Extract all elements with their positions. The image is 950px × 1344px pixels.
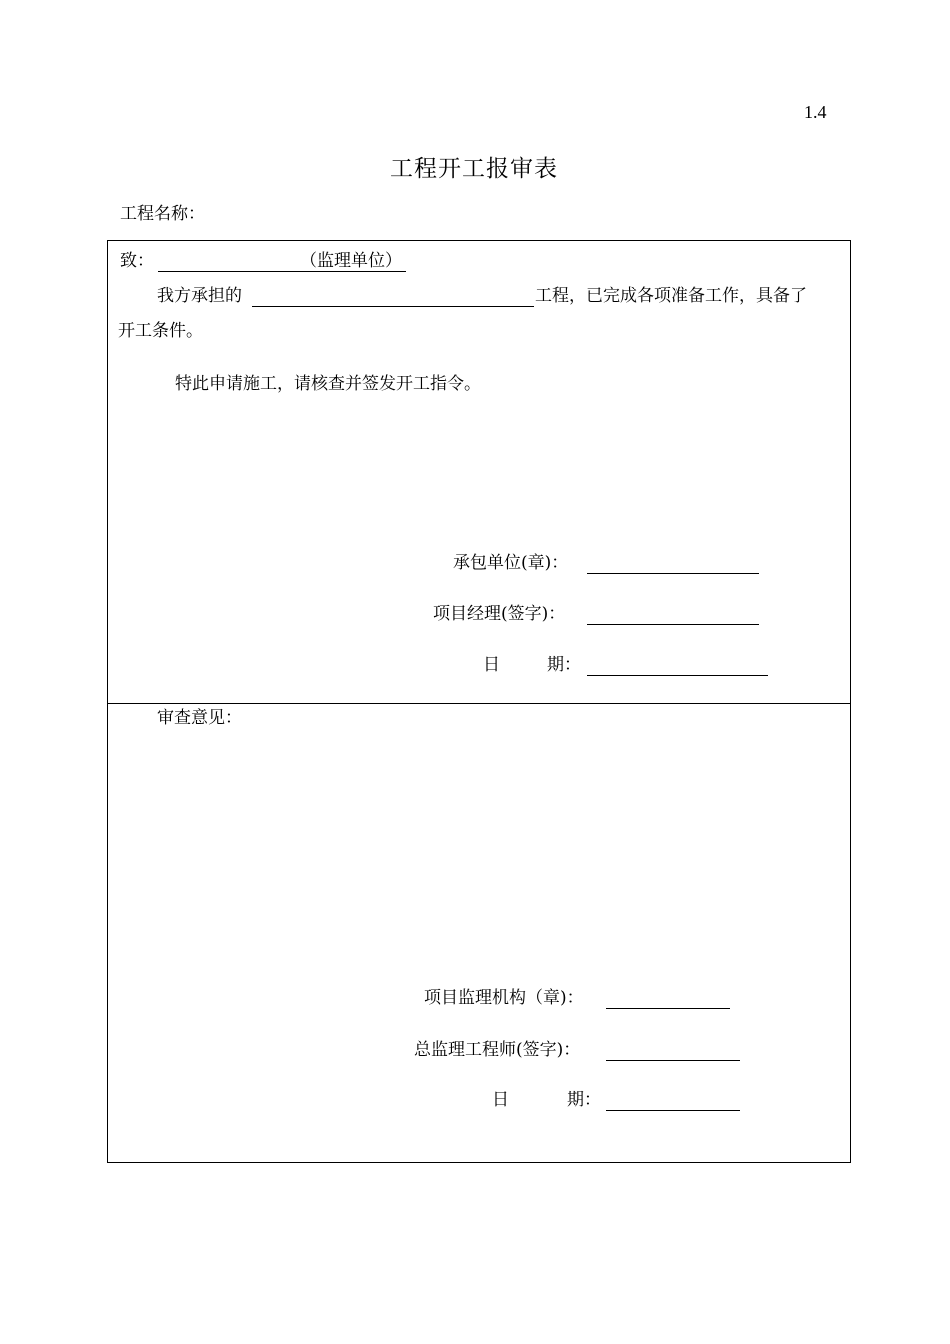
- review-date-line[interactable]: [606, 1110, 740, 1111]
- section-divider: [107, 703, 851, 704]
- supervision-agency-label: 项目监理机构（章)：: [424, 988, 584, 1008]
- project-name-label: 工程名称：: [120, 204, 205, 224]
- review-date-label-day: 日: [492, 1090, 509, 1110]
- project-name-line[interactable]: [252, 306, 534, 307]
- chief-engineer-signature-line[interactable]: [606, 1060, 740, 1061]
- undertaken-suffix: 工程，已完成各项准备工作，具备了: [535, 286, 807, 306]
- manager-signature-line[interactable]: [587, 624, 759, 625]
- supervisor-unit-label: （监理单位）: [300, 251, 402, 271]
- contractor-label: 承包单位(章)：: [453, 553, 569, 573]
- date-label-day: 日: [483, 655, 500, 675]
- conditions-text: 开工条件。: [118, 321, 203, 341]
- request-text: 特此申请施工，请核查并签发开工指令。: [175, 374, 481, 394]
- form-number: 1.4: [804, 102, 827, 122]
- undertaken-prefix: 我方承担的: [157, 286, 242, 306]
- review-opinion-label: 审查意见：: [157, 708, 242, 728]
- agency-seal-line[interactable]: [606, 1008, 730, 1009]
- supervisor-unit-line[interactable]: [158, 271, 406, 272]
- application-date-line[interactable]: [587, 675, 768, 676]
- review-date-label-period: 期：: [567, 1090, 601, 1110]
- contractor-signature-line[interactable]: [587, 573, 759, 574]
- chief-engineer-label: 总监理工程师(签字)：: [414, 1040, 581, 1060]
- page-title: 工程开工报审表: [390, 156, 558, 182]
- manager-label: 项目经理(签字)：: [433, 604, 566, 624]
- date-label-period: 期：: [547, 655, 581, 675]
- to-label: 致：: [120, 251, 154, 271]
